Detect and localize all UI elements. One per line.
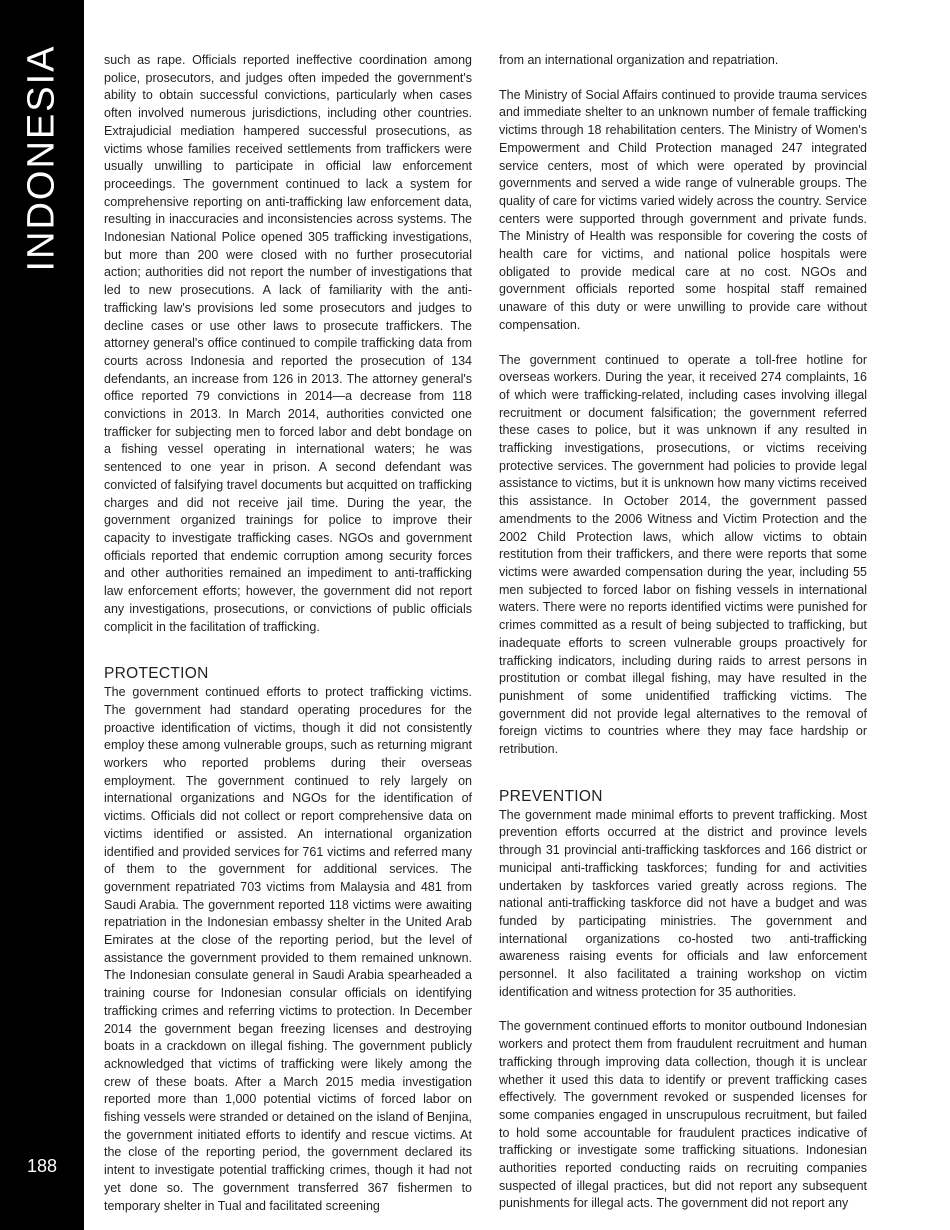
- prosecution-continued-paragraph: such as rape. Officials reported ineffective coordination among police, prosecutors, and judges often impeded the government's ability to obtain successful convictions, particularly when cases often involved numerous jurisdictions, including other countries. Extrajudicial mediation hampered successful prosecutions, as victims whose families received settlements from traffickers were usually unwilling to participate in official law enforcement proceedings. The government continued to lack a system for comprehensive reporting on anti-trafficking law enforcement data, resulting in inaccuracies and inconsistencies across systems. The Indonesian National Police opened 305 trafficking investigations, but more than 200 were closed with no further prosecutorial action; authorities did not report the number of investigations that led to new prosecutions. A lack of familiarity with the anti-trafficking law's provisions led some prosecutors and judges to decline cases or use other laws to prosecute traffickers. The attorney general's office continued to compile trafficking data from courts across Indonesia and reported the prosecution of 134 defendants, an increase from 126 in 2013. The attorney general's office reported 79 convictions in 2014—a decrease from 118 convictions in 2013. In March 2014, authorities convicted one trafficker for subjecting men to forced labor and debt bondage on a fishing vessel operating in international waters; he was sentenced to one year in prison. A second defendant was convicted of falsifying travel documents but acquitted on trafficking charges and did not receive jail time. During the year, the government organized trainings for police to improve their capacity to investigate trafficking cases. NGOs and government officials reported that endemic corruption among security forces and other authorities remained an impediment to anti-trafficking law enforcement efforts; however, the government did not report any investigations, prosecutions, or convictions of public officials complicit in the facilitation of trafficking.: [104, 53, 472, 634]
- right-column: [499, 52, 867, 1213]
- section-spacer: [104, 636, 472, 664]
- protection-hotline-paragraph: The government continued to operate a toll-free hotline for overseas workers. During the year, it received 274 complaints, 16 of which were trafficking-related, including cases involving illegal recruitment or document falsification; the government referred these cases to police, but it was unknown if any resulted in trafficking investigations, prosecutions, or victims receiving protective services. The government had policies to provide legal assistance to victims, but it is unknown how many victims received this assistance. In October 2014, the government passed amendments to the 2006 Witness and Victim Protection and the 2002 Child Protection laws, which allow victims to obtain restitution from their traffickers, and there were reports that some victims were awarded compensation during the year, including 55 men subjected to forced labor on fishing vessels in international waters. There were no reports identified victims were punished for crimes committed as a result of being subjected to trafficking, but inadequate efforts to screen vulnerable groups proactively for trafficking indicators, including during raids to arrest persons in prostitution or combat illegal fishing, may have resulted in the punishment of some unidentified trafficking victims. The government did not provide legal alternatives to the removal of foreign victims to countries where they may face hardship or retribution.: [499, 352, 867, 757]
- prevention-paragraph-2: The government continued efforts to monitor outbound Indonesian workers and protect them from fraudulent recruitment and human trafficking through improving data collection, though it is unclear whether it used this data to identify or prevent trafficking cases effectively. The government revoked or suspended licenses for some companies engaged in unscrupulous recruitment, but failed to hold some accountable for fraudulent practices indicative of trafficking or investigate some trafficking situations. Indonesian authorities reported conducting raids on recruiting companies suspected of illegal practices, but did not report any subsequent punishments for illegal acts. The government did not report any: [499, 1019, 867, 1211]
- prevention-paragraph-1: The government made minimal efforts to prevent trafficking. Most prevention efforts occurred at the district and province levels through 31 provincial anti-trafficking taskforces and 166 district or municipal anti-trafficking taskforces; funding for and activities undertaken by taskforces varied greatly across regions. The national anti-trafficking taskforce did not have a budget and was funded by participating ministries. The government and international organizations co-hosted two anti-trafficking awareness raising events for officials and law enforcement personnel. It also facilitated a training workshop on victim identification and witness protection for 35 authorities.: [499, 807, 867, 999]
- protection-paragraph: The government continued efforts to protect trafficking victims. The government had standard operating procedures for the proactive identification of victims, though it did not consistently employ these among vulnerable groups, such as returning migrant workers who reported problems during their overseas employment. The government continued to rely largely on international organizations and NGOs for the identification of victims. Officials did not collect or report comprehensive data on victims identified or assisted. An international organization identified and provided services for 761 victims and referred many of them to the government for additional services. The government repatriated 703 victims from Malaysia and 481 from Saudi Arabia. The government reported 118 victims were awaiting repatriation in the Indonesian embassy shelter in the United Arab Emirates at the close of the reporting period, but the level of assistance the government provided to them remained unknown. The Indonesian consulate general in Saudi Arabia spearheaded a training course for Indonesian consular officials on identifying trafficking crimes and referring victims to protection. In December 2014 the government began freezing licenses and destroying boats in a crackdown on illegal fishing. The government publicly acknowledged that victims of trafficking were likely among the crew of these boats. After a March 2015 media investigation reported more than 1,000 potential victims of forced labor on fishing vessels were stranded or detained on the island of Benjina, the government initiated efforts to identify and rescue victims. At the close of the reporting period, the government declared its intent to investigate potential trafficking crimes, though it had not yet done so. The government transferred 367 fishermen to temporary shelter in Tual and facilitated screening: [104, 685, 472, 1213]
- country-sidebar: [0, 0, 84, 1230]
- section-spacer: [499, 759, 867, 787]
- protection-services-paragraph: The Ministry of Social Affairs continued to provide trauma services and immediate shelter to an unknown number of female trafficking victims through 18 rehabilitation centers. The Ministry of Women's Empowerment and Child Protection managed 247 integrated service centers, most of which were operated by provincial governments and served a wide range of vulnerable groups. The quality of care for victims varied widely across the country. Service centers were supported through government and private funds. The Ministry of Health was responsible for covering the costs of health care for victims, and national police hospitals were obligated to provide medical care at no cost. NGOs and government officials reported some hospital staff remained unaware of this duty or were unwilling to provide care without compensation.: [499, 87, 867, 332]
- prevention-heading: PREVENTION: [499, 787, 603, 805]
- protection-heading: PROTECTION: [104, 665, 209, 683]
- left-column: [104, 52, 472, 1215]
- protection-continued-paragraph: from an international organization and repatriation.: [499, 53, 779, 67]
- country-title: INDONESIA: [20, 44, 63, 272]
- page-number: 188: [26, 1156, 58, 1176]
